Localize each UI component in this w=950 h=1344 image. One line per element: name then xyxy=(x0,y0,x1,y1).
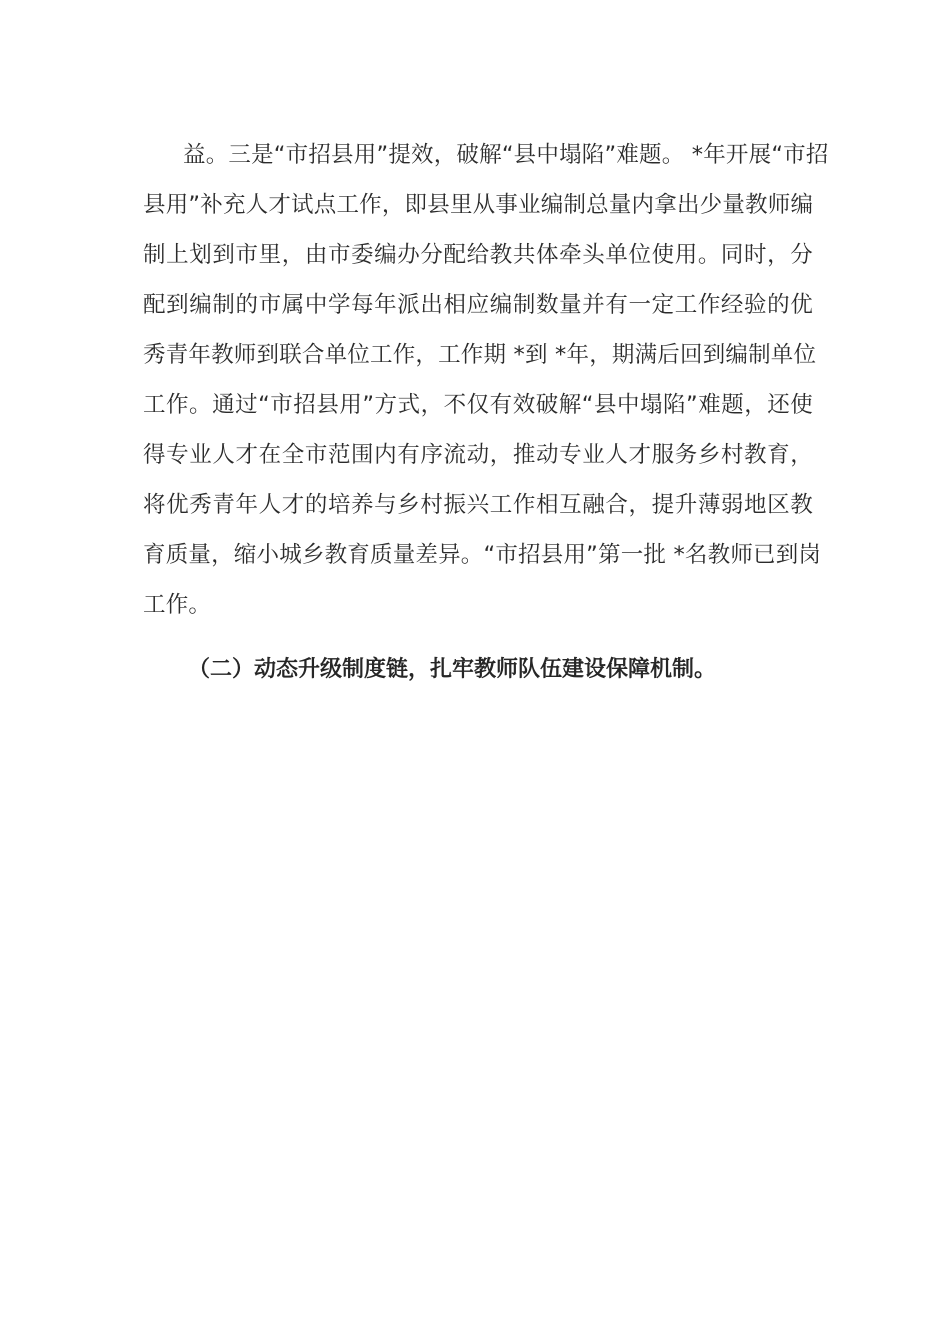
paragraph-line: 工作。通过“市招县用”方式，不仅有效破解“县中塌陷”难题，还使 xyxy=(143,392,813,418)
section-heading: （二）动态升级制度链，扎牢教师队伍建设保障机制。 xyxy=(188,657,717,682)
paragraph-line: 制上划到市里，由市委编办分配给教共体牵头单位使用。同时，分 xyxy=(143,242,813,268)
paragraph-line: 益。三是“市招县用”提效，破解“县中塌陷”难题。 *年开展“市招 xyxy=(183,142,829,168)
paragraph-line: 配到编制的市属中学每年派出相应编制数量并有一定工作经验的优 xyxy=(143,292,813,318)
paragraph-line: 将优秀青年人才的培养与乡村振兴工作相互融合，提升薄弱地区教 xyxy=(143,492,813,518)
paragraph-line: 工作。 xyxy=(143,592,212,618)
paragraph-line: 得专业人才在全市范围内有序流动，推动专业人才服务乡村教育， xyxy=(143,442,813,468)
paragraph-line: 育质量，缩小城乡教育质量差异。“市招县用”第一批 *名教师已到岗 xyxy=(143,542,822,568)
paragraph-line: 县用”补充人才试点工作，即县里从事业编制总量内拿出少量教师编 xyxy=(143,192,814,218)
paragraph-line: 秀青年教师到联合单位工作，工作期 *到 *年，期满后回到编制单位 xyxy=(143,342,817,368)
body-paragraph xyxy=(143,130,829,630)
